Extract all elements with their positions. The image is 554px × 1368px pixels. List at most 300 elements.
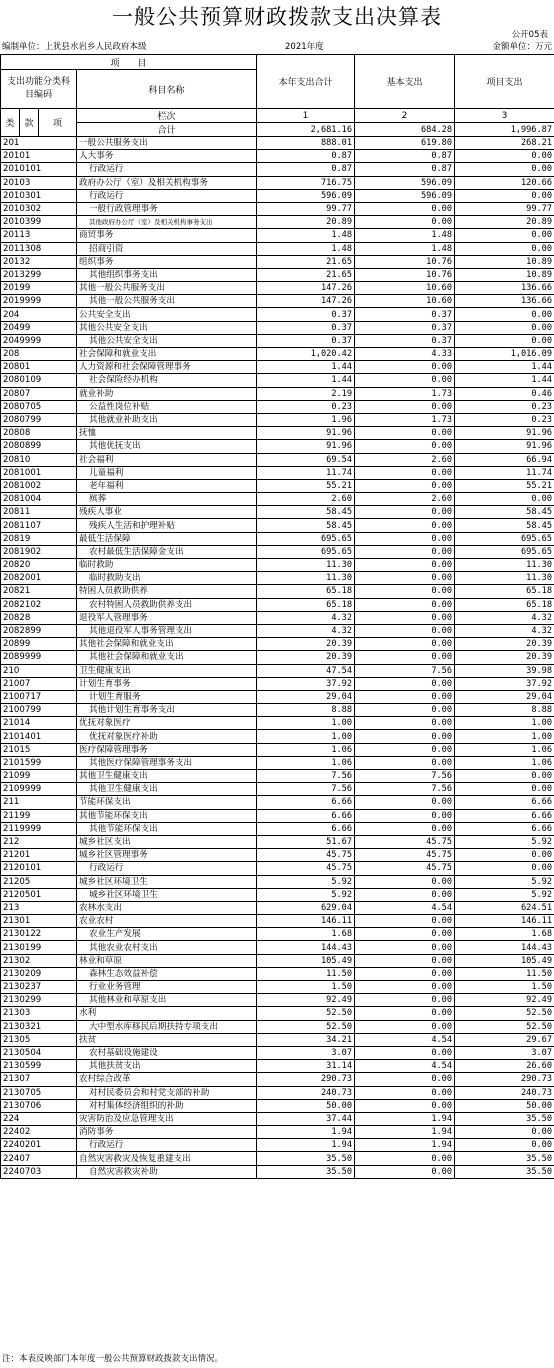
- row-project: 20.89: [455, 216, 554, 229]
- row-total: 2.60: [257, 493, 355, 506]
- row-subject-name: 医疗保障管理事务: [77, 743, 257, 756]
- row-total: 11.30: [257, 559, 355, 572]
- row-total: 596.09: [257, 189, 355, 202]
- table-row: [1, 308, 554, 321]
- row-subject-name: 临时救助: [77, 559, 257, 572]
- table-row: [1, 1020, 554, 1033]
- row-total: 0.37: [257, 308, 355, 321]
- row-subject-name: 其他组织事务支出: [77, 268, 257, 281]
- row-subject-name: 其他社会保障和就业支出: [77, 638, 257, 651]
- table-row: [1, 268, 554, 281]
- row-basic: 0.37: [355, 308, 455, 321]
- row-total: 1.06: [257, 756, 355, 769]
- footnote: 注：本表反映部门本年度一般公共预算财政拨款支出情况。: [2, 1354, 224, 1364]
- row-subject-name: 人力资源和社会保障管理事务: [77, 361, 257, 374]
- row-basic: 0.00: [355, 559, 455, 572]
- table-row: [1, 849, 554, 862]
- row-subject-name: 扶贫: [77, 1033, 257, 1046]
- table-row: [1, 282, 554, 295]
- row-project: 136.66: [455, 295, 554, 308]
- row-project: 4.32: [455, 624, 554, 637]
- table-row: [1, 255, 554, 268]
- row-subject-name: 老年福利: [77, 479, 257, 492]
- table-row: [1, 730, 554, 743]
- row-project: 20.39: [455, 651, 554, 664]
- row-total: 45.75: [257, 862, 355, 875]
- row-code: 21014: [1, 717, 77, 730]
- table-row: [1, 202, 554, 215]
- row-project: 29.67: [455, 1033, 554, 1046]
- table-row: [1, 427, 554, 440]
- table-row: [1, 532, 554, 545]
- total-label: 合计: [77, 123, 257, 137]
- table-row: [1, 466, 554, 479]
- table-row: [1, 1033, 554, 1046]
- row-basic: 0.00: [355, 1152, 455, 1165]
- table-row: [1, 1086, 554, 1099]
- table-row: [1, 611, 554, 624]
- row-total: 31.14: [257, 1060, 355, 1073]
- row-basic: 0.00: [355, 545, 455, 558]
- row-total: 65.18: [257, 598, 355, 611]
- row-project: 11.30: [455, 572, 554, 585]
- row-code: 2130122: [1, 928, 77, 941]
- row-total: 1.94: [257, 1126, 355, 1139]
- row-subject-name: 农业农村: [77, 915, 257, 928]
- row-project: 66.94: [455, 453, 554, 466]
- row-project: 1.06: [455, 743, 554, 756]
- table-row: [1, 690, 554, 703]
- row-total: 0.23: [257, 400, 355, 413]
- row-project: 1.50: [455, 981, 554, 994]
- report-title: 一般公共预算财政拨款支出决算表: [112, 5, 442, 29]
- row-subject-name: 林业和草原: [77, 954, 257, 967]
- row-basic: 4.33: [355, 348, 455, 361]
- row-subject-name: 优抚对象医疗: [77, 717, 257, 730]
- total-col2: 684.28: [355, 123, 455, 137]
- row-subject-name: 退役军人管理事务: [77, 611, 257, 624]
- row-total: 5.92: [257, 875, 355, 888]
- table-row: [1, 1099, 554, 1112]
- row-subject-name: 森林生态效益补偿: [77, 967, 257, 980]
- row-total: 290.73: [257, 1073, 355, 1086]
- unit-label: 金额单位：万元: [492, 42, 552, 52]
- row-total: 92.49: [257, 994, 355, 1007]
- header-col-total: 本年支出合计: [257, 55, 355, 109]
- row-subject-name: 自然灾害救灾补助: [77, 1165, 257, 1178]
- table-row: [1, 387, 554, 400]
- row-basic: 0.00: [355, 1099, 455, 1112]
- row-subject-name: 其他节能环保支出: [77, 822, 257, 835]
- row-project: 0.46: [455, 387, 554, 400]
- row-total: 8.88: [257, 704, 355, 717]
- row-code: 20821: [1, 585, 77, 598]
- row-project: 29.04: [455, 690, 554, 703]
- row-project: 1.06: [455, 756, 554, 769]
- row-basic: 4.54: [355, 1060, 455, 1073]
- row-code: 2120501: [1, 888, 77, 901]
- row-total: 29.04: [257, 690, 355, 703]
- row-total: 99.77: [257, 202, 355, 215]
- header-n2: 2: [355, 109, 455, 123]
- row-project: 0.00: [455, 862, 554, 875]
- row-project: 0.00: [455, 1126, 554, 1139]
- row-code: 20103: [1, 176, 77, 189]
- table-row: [1, 981, 554, 994]
- row-subject-name: 灾害防治及应急管理支出: [77, 1112, 257, 1125]
- row-basic: 0.00: [355, 717, 455, 730]
- row-basic: 45.75: [355, 835, 455, 848]
- table-row: [1, 229, 554, 242]
- row-total: 21.65: [257, 255, 355, 268]
- row-subject-name: 公益性岗位补贴: [77, 400, 257, 413]
- row-basic: 0.00: [355, 651, 455, 664]
- row-total: 0.37: [257, 321, 355, 334]
- row-basic: 10.76: [355, 268, 455, 281]
- row-subject-name: 其他就业补助支出: [77, 413, 257, 426]
- row-code: 21015: [1, 743, 77, 756]
- row-subject-name: 行业业务管理: [77, 981, 257, 994]
- row-subject-name: 其他社会保障和就业支出: [77, 651, 257, 664]
- row-basic: 0.00: [355, 532, 455, 545]
- row-code: 20113: [1, 229, 77, 242]
- row-project: 695.65: [455, 532, 554, 545]
- row-project: 65.18: [455, 598, 554, 611]
- row-total: 147.26: [257, 282, 355, 295]
- header-subject-name: 科目名称: [77, 70, 257, 109]
- row-code: 21199: [1, 809, 77, 822]
- header-lei: 类: [1, 109, 20, 137]
- row-total: 2.19: [257, 387, 355, 400]
- row-total: 1.00: [257, 717, 355, 730]
- row-project: 0.23: [455, 413, 554, 426]
- row-project: 10.89: [455, 268, 554, 281]
- row-project: 91.96: [455, 427, 554, 440]
- row-total: 55.21: [257, 479, 355, 492]
- row-total: 11.50: [257, 967, 355, 980]
- table-header: [1, 55, 554, 137]
- table-row: [1, 1139, 554, 1152]
- row-subject-name: 其他卫生健康支出: [77, 783, 257, 796]
- row-project: 0.00: [455, 150, 554, 163]
- row-total: 58.45: [257, 519, 355, 532]
- row-basic: 0.00: [355, 598, 455, 611]
- row-subject-name: 残疾人事业: [77, 506, 257, 519]
- row-subject-name: 其他公共安全支出: [77, 334, 257, 347]
- row-subject-name: 最低生活保障: [77, 532, 257, 545]
- row-subject-name: 其他医疗保障管理事务支出: [77, 756, 257, 769]
- row-subject-name: 其他扶贫支出: [77, 1060, 257, 1073]
- table-row: [1, 559, 554, 572]
- row-code: 2081002: [1, 479, 77, 492]
- table-row: [1, 1007, 554, 1020]
- table-row: [1, 901, 554, 914]
- row-project: 5.92: [455, 888, 554, 901]
- row-code: 2010101: [1, 163, 77, 176]
- row-subject-name: 社会保障和就业支出: [77, 348, 257, 361]
- row-basic: 619.80: [355, 137, 455, 150]
- row-total: 35.50: [257, 1165, 355, 1178]
- row-project: 0.00: [455, 334, 554, 347]
- row-total: 0.87: [257, 163, 355, 176]
- table-row: [1, 413, 554, 426]
- row-basic: 0.00: [355, 730, 455, 743]
- row-basic: 1.94: [355, 1139, 455, 1152]
- row-total: 35.50: [257, 1152, 355, 1165]
- row-project: 0.00: [455, 321, 554, 334]
- row-project: 120.66: [455, 176, 554, 189]
- table-row: [1, 783, 554, 796]
- row-project: 624.51: [455, 901, 554, 914]
- table-row: [1, 1152, 554, 1165]
- row-total: 52.50: [257, 1020, 355, 1033]
- row-code: 2130299: [1, 994, 77, 1007]
- row-project: 1.00: [455, 717, 554, 730]
- row-code: 2013299: [1, 268, 77, 281]
- row-project: 1,016.09: [455, 348, 554, 361]
- table-row: [1, 453, 554, 466]
- table-row: [1, 651, 554, 664]
- row-basic: 0.00: [355, 1165, 455, 1178]
- table-row: [1, 967, 554, 980]
- row-code: 21007: [1, 677, 77, 690]
- row-basic: 0.00: [355, 374, 455, 387]
- row-project: 91.96: [455, 440, 554, 453]
- row-subject-name: 卫生健康支出: [77, 664, 257, 677]
- row-code: 2010301: [1, 189, 77, 202]
- row-code: 2130504: [1, 1046, 77, 1059]
- row-subject-name: 一般公共服务支出: [77, 137, 257, 150]
- expenditure-table: [0, 54, 554, 1179]
- row-project: 35.50: [455, 1165, 554, 1178]
- row-code: 212: [1, 835, 77, 848]
- row-basic: 0.00: [355, 915, 455, 928]
- row-code: 2130599: [1, 1060, 77, 1073]
- row-code: 2101401: [1, 730, 77, 743]
- row-project: 35.50: [455, 1152, 554, 1165]
- row-basic: 596.09: [355, 189, 455, 202]
- row-code: 2240703: [1, 1165, 77, 1178]
- row-code: 2089999: [1, 651, 77, 664]
- row-code: 20101: [1, 150, 77, 163]
- row-basic: 0.00: [355, 1020, 455, 1033]
- form-number: 公开05表: [511, 30, 548, 40]
- row-code: 2100799: [1, 704, 77, 717]
- row-code: 20499: [1, 321, 77, 334]
- row-code: 2130209: [1, 967, 77, 980]
- row-code: 2010302: [1, 202, 77, 215]
- row-basic: 7.56: [355, 664, 455, 677]
- header-lanci: 栏次: [77, 109, 257, 123]
- row-project: 50.00: [455, 1099, 554, 1112]
- row-project: 39.98: [455, 664, 554, 677]
- row-total: 1.96: [257, 413, 355, 426]
- row-code: 21099: [1, 770, 77, 783]
- row-code: 20820: [1, 559, 77, 572]
- row-total: 21.65: [257, 268, 355, 281]
- row-code: 22407: [1, 1152, 77, 1165]
- row-subject-name: 公共安全支出: [77, 308, 257, 321]
- row-total: 6.66: [257, 822, 355, 835]
- row-basic: 0.00: [355, 427, 455, 440]
- row-project: 105.49: [455, 954, 554, 967]
- row-project: 20.39: [455, 638, 554, 651]
- table-row: [1, 1126, 554, 1139]
- row-subject-name: 其他优抚支出: [77, 440, 257, 453]
- row-project: 0.00: [455, 308, 554, 321]
- row-basic: 0.00: [355, 888, 455, 901]
- row-subject-name: 社会保险经办机构: [77, 374, 257, 387]
- row-total: 6.66: [257, 796, 355, 809]
- row-code: 2081001: [1, 466, 77, 479]
- row-total: 147.26: [257, 295, 355, 308]
- row-basic: 0.00: [355, 1046, 455, 1059]
- row-total: 37.44: [257, 1112, 355, 1125]
- row-total: 1.50: [257, 981, 355, 994]
- row-total: 3.07: [257, 1046, 355, 1059]
- row-basic: 0.00: [355, 216, 455, 229]
- row-code: 2119999: [1, 822, 77, 835]
- table-row: [1, 189, 554, 202]
- table-row: [1, 321, 554, 334]
- row-basic: 7.56: [355, 770, 455, 783]
- table-row: [1, 572, 554, 585]
- row-code: 2010399: [1, 216, 77, 229]
- row-total: 695.65: [257, 532, 355, 545]
- table-row: [1, 638, 554, 651]
- row-subject-name: 其他林业和草原支出: [77, 994, 257, 1007]
- row-basic: 0.00: [355, 756, 455, 769]
- row-code: 2130706: [1, 1099, 77, 1112]
- row-code: 2081902: [1, 545, 77, 558]
- row-project: 1.68: [455, 928, 554, 941]
- header-col-basic: 基本支出: [355, 55, 455, 109]
- row-basic: 0.00: [355, 954, 455, 967]
- table-row: [1, 677, 554, 690]
- row-subject-name: 农村最低生活保障金支出: [77, 545, 257, 558]
- row-basic: 1.48: [355, 229, 455, 242]
- row-total: 240.73: [257, 1086, 355, 1099]
- row-project: 10.89: [455, 255, 554, 268]
- row-code: 21307: [1, 1073, 77, 1086]
- row-basic: 0.00: [355, 981, 455, 994]
- table-row: [1, 704, 554, 717]
- row-total: 0.87: [257, 150, 355, 163]
- row-total: 91.96: [257, 440, 355, 453]
- row-project: 92.49: [455, 994, 554, 1007]
- row-project: 0.00: [455, 783, 554, 796]
- row-subject-name: 优抚对象医疗补助: [77, 730, 257, 743]
- header-project: 项 目: [1, 55, 257, 70]
- row-subject-name: 其他农业农村支出: [77, 941, 257, 954]
- row-basic: 0.00: [355, 704, 455, 717]
- row-code: 2081107: [1, 519, 77, 532]
- table-row: [1, 928, 554, 941]
- row-code: 21301: [1, 915, 77, 928]
- table-row: [1, 1073, 554, 1086]
- row-basic: 0.37: [355, 321, 455, 334]
- row-basic: 0.00: [355, 967, 455, 980]
- row-basic: 0.00: [355, 1073, 455, 1086]
- row-project: 0.00: [455, 1139, 554, 1152]
- table-row: [1, 374, 554, 387]
- row-project: 8.88: [455, 704, 554, 717]
- header-col-project: 项目支出: [455, 55, 554, 109]
- row-code: 21302: [1, 954, 77, 967]
- row-project: 136.66: [455, 282, 554, 295]
- row-basic: 0.87: [355, 150, 455, 163]
- table-row: [1, 1046, 554, 1059]
- table-row: [1, 176, 554, 189]
- row-total: 7.56: [257, 770, 355, 783]
- row-subject-name: 农业生产发展: [77, 928, 257, 941]
- row-project: 52.50: [455, 1007, 554, 1020]
- header-xiang: 项: [39, 109, 77, 137]
- row-project: 11.30: [455, 559, 554, 572]
- row-code: 2080109: [1, 374, 77, 387]
- row-code: 20132: [1, 255, 77, 268]
- row-subject-name: 儿童福利: [77, 466, 257, 479]
- row-total: 11.30: [257, 572, 355, 585]
- row-total: 1.44: [257, 374, 355, 387]
- row-total: 52.50: [257, 1007, 355, 1020]
- row-subject-name: 行政运行: [77, 862, 257, 875]
- row-basic: 0.00: [355, 677, 455, 690]
- row-project: 5.92: [455, 875, 554, 888]
- row-project: 3.07: [455, 1046, 554, 1059]
- row-project: 0.00: [455, 770, 554, 783]
- table-row: [1, 506, 554, 519]
- row-total: 58.45: [257, 506, 355, 519]
- row-total: 51.67: [257, 835, 355, 848]
- row-subject-name: 农村基础设施建设: [77, 1046, 257, 1059]
- row-subject-name: 计划生育事务: [77, 677, 257, 690]
- table-row: [1, 137, 554, 150]
- row-code: 20199: [1, 282, 77, 295]
- row-code: 22402: [1, 1126, 77, 1139]
- row-basic: 0.00: [355, 875, 455, 888]
- header-n3: 3: [455, 109, 554, 123]
- row-code: 2130321: [1, 1020, 77, 1033]
- row-code: 20819: [1, 532, 77, 545]
- row-basic: 0.00: [355, 624, 455, 637]
- table-row: [1, 915, 554, 928]
- row-project: 1.44: [455, 374, 554, 387]
- row-basic: 10.60: [355, 282, 455, 295]
- row-total: 146.11: [257, 915, 355, 928]
- row-total: 45.75: [257, 849, 355, 862]
- table-row: [1, 809, 554, 822]
- row-code: 204: [1, 308, 77, 321]
- row-code: 2081004: [1, 493, 77, 506]
- row-total: 7.56: [257, 783, 355, 796]
- row-total: 1.06: [257, 743, 355, 756]
- row-code: 20801: [1, 361, 77, 374]
- table-row: [1, 334, 554, 347]
- row-project: 35.50: [455, 1112, 554, 1125]
- row-project: 0.23: [455, 400, 554, 413]
- row-code: 2109999: [1, 783, 77, 796]
- row-subject-name: 农村综合改革: [77, 1073, 257, 1086]
- row-total: 20.89: [257, 216, 355, 229]
- row-project: 144.43: [455, 941, 554, 954]
- row-total: 20.39: [257, 651, 355, 664]
- row-basic: 2.60: [355, 493, 455, 506]
- row-basic: 596.09: [355, 176, 455, 189]
- row-project: 695.65: [455, 545, 554, 558]
- row-basic: 0.00: [355, 519, 455, 532]
- row-subject-name: 特困人员救助供养: [77, 585, 257, 598]
